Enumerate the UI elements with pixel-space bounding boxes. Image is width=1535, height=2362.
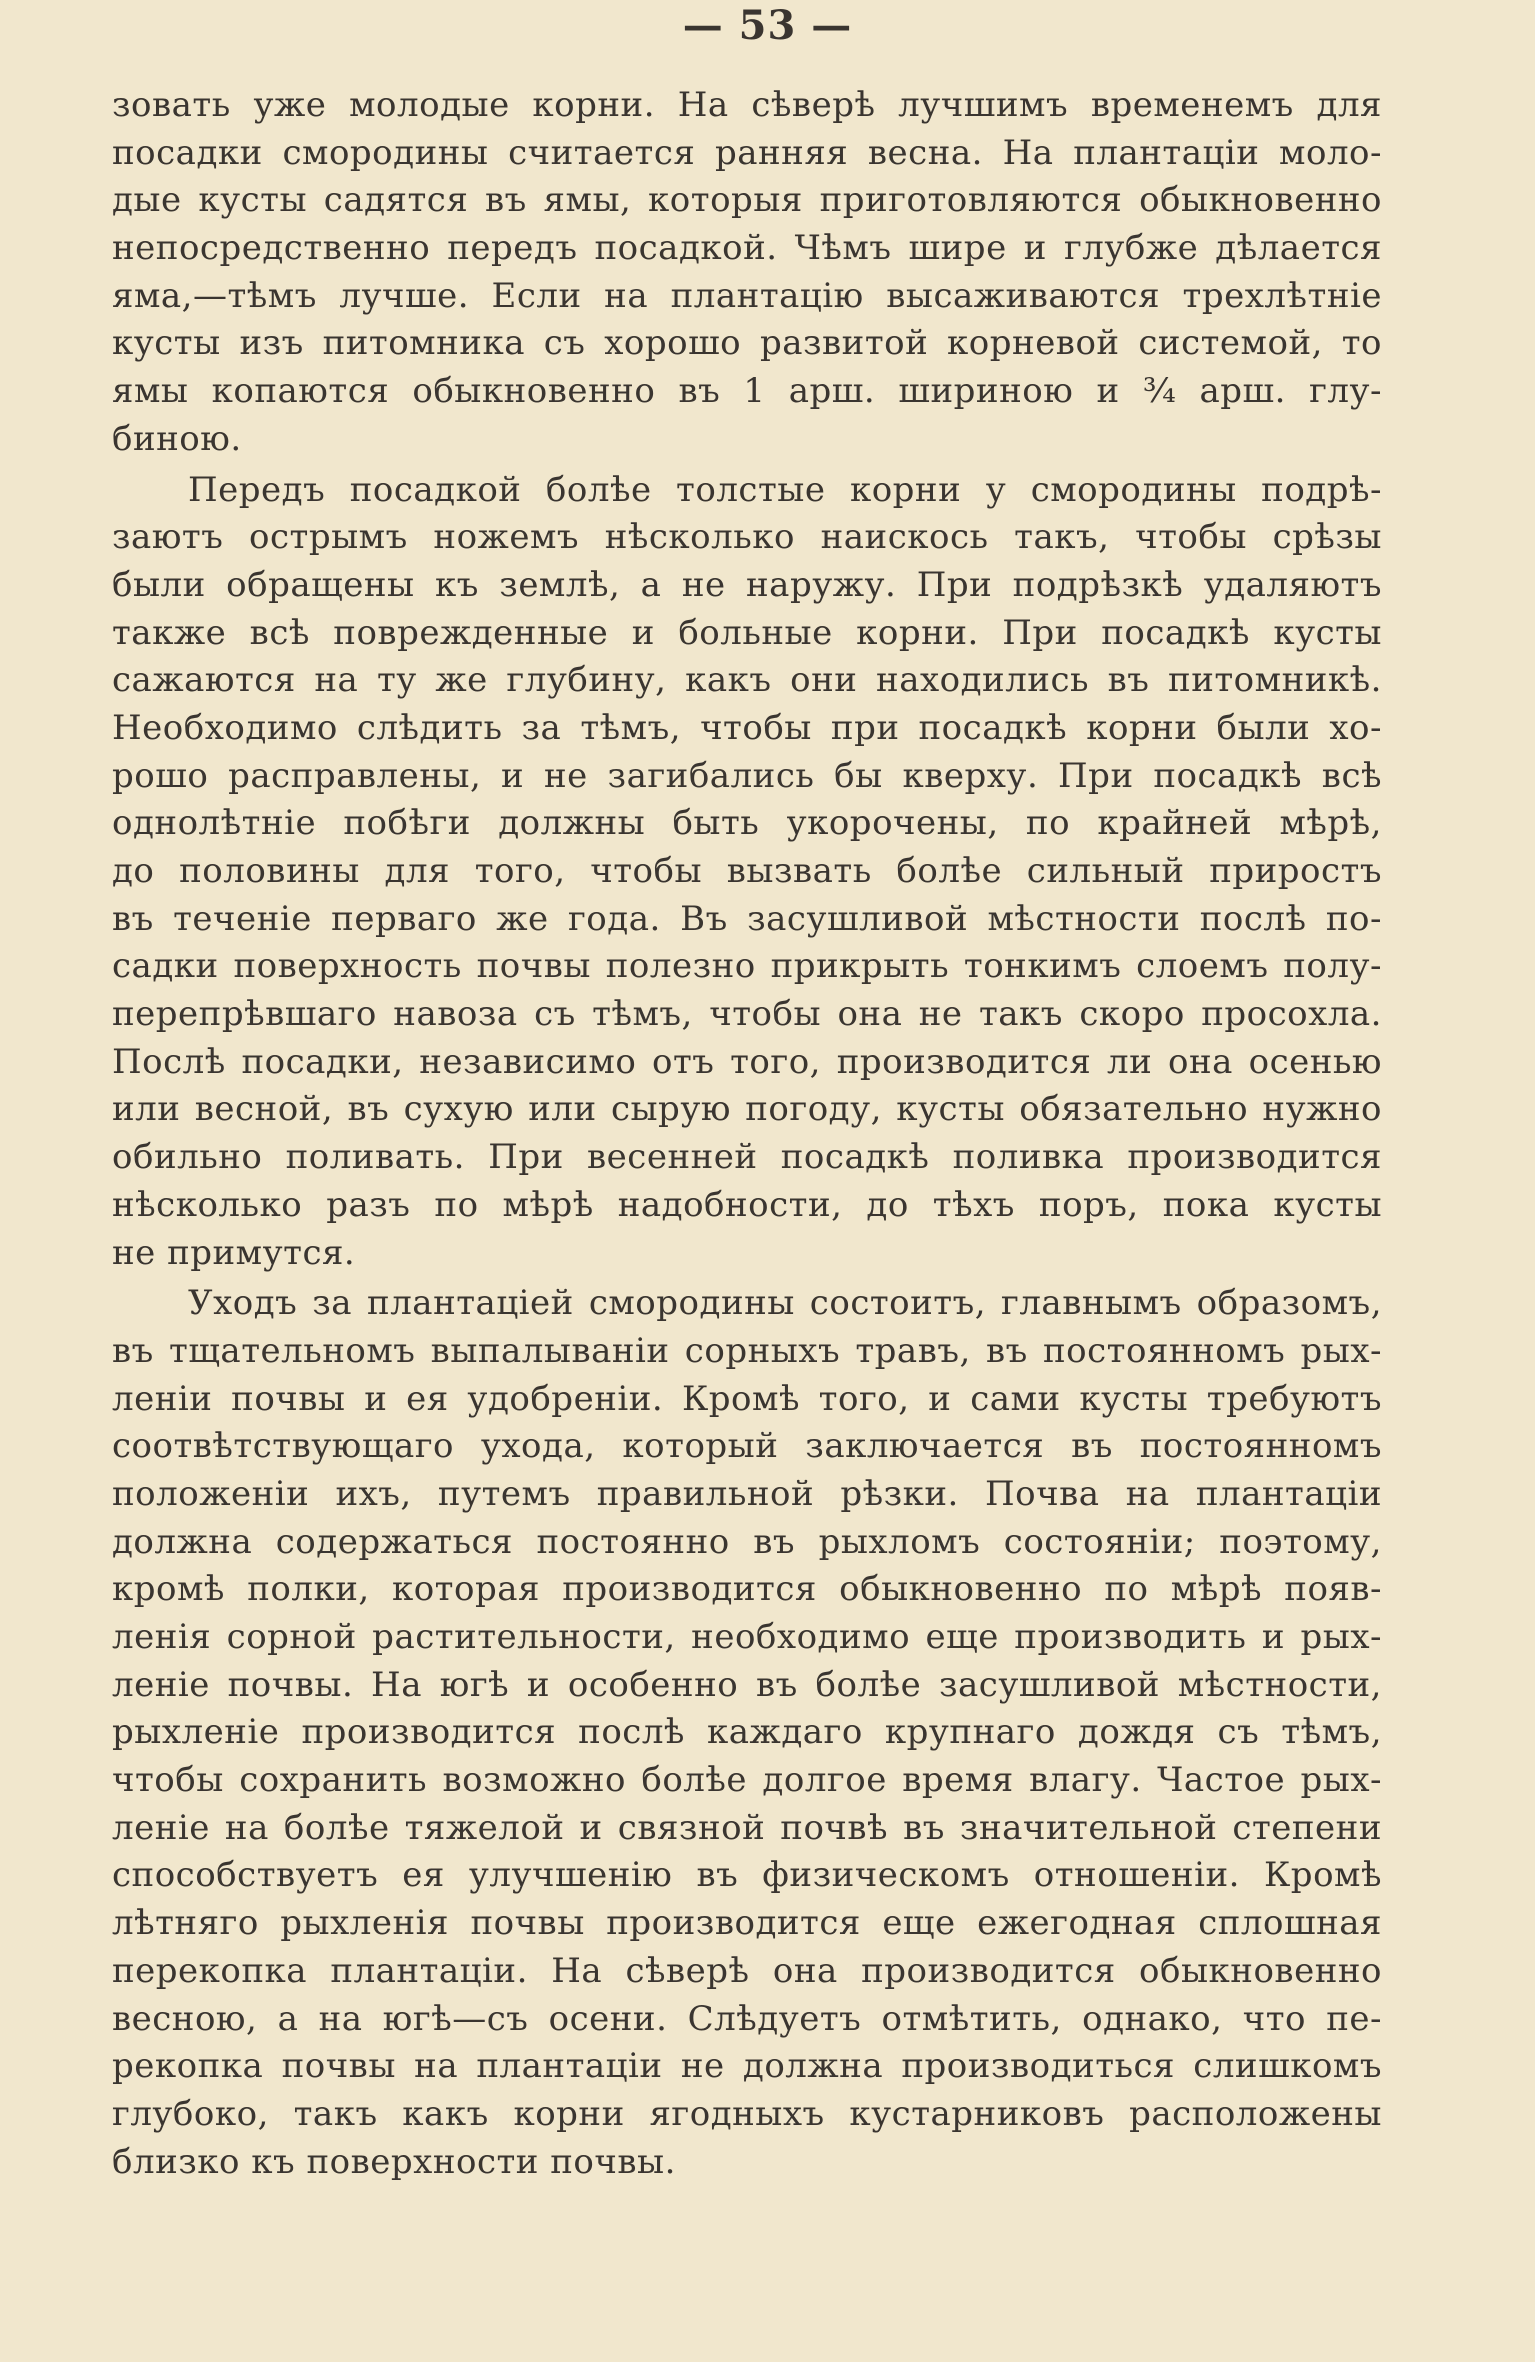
text-line: заютъ острымъ ножемъ нѣсколько наискось такъ, чтобы срѣзы — [112, 517, 1382, 558]
text-line: леніе почвы. На югѣ и особенно въ болѣе засушливой мѣстности, — [112, 1664, 1382, 1705]
text-line: рекопка почвы на плантаціи не должна производиться слишкомъ — [112, 2046, 1382, 2087]
text-line: леніи почвы и ея удобреніи. Кромѣ того, и сами кусты требуютъ — [112, 1378, 1382, 1419]
text-line: кусты изъ питомника съ хорошо развитой корневой системой, то — [112, 323, 1382, 364]
text-line: сажаются на ту же глубину, какъ они находились въ питомникѣ. — [112, 660, 1382, 701]
text-line: лѣтняго рыхленія почвы производится еще ежегодная сплошная — [112, 1903, 1382, 1944]
text-line: глубоко, такъ какъ корни ягодныхъ кустарниковъ расположены — [112, 2093, 1382, 2134]
text-line: ленія сорной растительности, необходимо еще производить и рых- — [112, 1617, 1382, 1657]
text-line: зовать уже молодые корни. На сѣверѣ лучшимъ временемъ для — [112, 85, 1382, 125]
text-line: положеніи ихъ, путемъ правильной рѣзки. Почва на плантаціи — [112, 1473, 1382, 1514]
text-line: Послѣ посадки, независимо отъ того, производится ли она осенью — [112, 1041, 1382, 1082]
text-line: въ тщательномъ выпалываніи сорныхъ травъ, въ постоянномъ рых- — [112, 1330, 1382, 1371]
text-line: перекопка плантаціи. На сѣверѣ она производится обыкновенно — [112, 1950, 1382, 1991]
paragraph-1 — [112, 82, 1382, 464]
text-line: Передъ посадкой болѣе толстые корни у смородины подрѣ- — [188, 469, 1382, 510]
text-line: обильно поливать. При весенней посадкѣ поливка производится — [112, 1137, 1382, 1178]
page-number: — 53 — — [682, 2, 853, 49]
text-line: соотвѣтствующаго ухода, который заключается въ постоянномъ — [112, 1426, 1382, 1467]
text-line: кромѣ полки, которая производится обыкновенно по мѣрѣ появ- — [112, 1569, 1382, 1610]
text-line: способствуетъ ея улучшенію въ физическомъ отношеніи. Кромѣ — [112, 1855, 1382, 1896]
text-line: чтобы сохранить возможно болѣе долгое время влагу. Частое рых- — [112, 1760, 1382, 1801]
text-line: близко къ поверхности почвы. — [112, 2141, 676, 2182]
text-line: биною. — [112, 418, 242, 459]
text-line: рошо расправлены, и не загибались бы кверху. При посадкѣ всѣ — [112, 755, 1382, 796]
text-line: не примутся. — [112, 1232, 356, 1273]
text-line: въ теченіе перваго же года. Въ засушливой мѣстности послѣ по- — [112, 898, 1382, 939]
text-line: леніе на болѣе тяжелой и связной почвѣ въ значительной степени — [112, 1807, 1382, 1848]
text-line: были обращены къ землѣ, а не наружу. При подрѣзкѣ удаляютъ — [112, 564, 1382, 605]
text-line: или весной, въ сухую или сырую погоду, кусты обязательно нужно — [112, 1089, 1382, 1130]
text-line: перепрѣвшаго навоза съ тѣмъ, чтобы она не такъ скоро просохла. — [112, 994, 1382, 1035]
text-line: однолѣтніе побѣги должны быть укорочены, по крайней мѣрѣ, — [112, 803, 1382, 844]
text-line: непосредственно передъ посадкой. Чѣмъ шире и глубже дѣлается — [112, 228, 1382, 269]
text-line: нѣсколько разъ по мѣрѣ надобности, до тѣхъ поръ, пока кусты — [112, 1184, 1382, 1225]
text-line: ямы копаются обыкновенно въ 1 арш. шириною и ¾ арш. глу- — [112, 371, 1382, 412]
paragraph-2 — [112, 467, 1382, 1278]
text-line: должна содержаться постоянно въ рыхломъ состояніи; поэтому, — [112, 1521, 1382, 1562]
text-line: также всѣ поврежденные и больные корни. При посадкѣ кусты — [112, 612, 1382, 653]
text-line: посадки смородины считается ранняя весна. На плантаціи моло- — [112, 132, 1382, 173]
text-line: дые кусты садятся въ ямы, которыя приготовляются обыкновенно — [112, 180, 1382, 221]
body-text — [112, 82, 1382, 2189]
text-line: Необходимо слѣдить за тѣмъ, чтобы при посадкѣ корни были хо- — [112, 707, 1382, 748]
text-line: яма,—тѣмъ лучше. Если на плантацію высаживаются трехлѣтніе — [112, 275, 1382, 316]
text-line: садки поверхность почвы полезно прикрыть тонкимъ слоемъ полу- — [112, 946, 1382, 987]
text-line: до половины для того, чтобы вызвать болѣе сильный приростъ — [112, 851, 1382, 891]
text-line: рыхленіе производится послѣ каждаго крупнаго дождя съ тѣмъ, — [112, 1712, 1382, 1753]
paragraph-3 — [112, 1280, 1382, 2186]
text-line: весною, а на югѣ—съ осени. Слѣдуетъ отмѣтить, однако, что пе- — [112, 1998, 1382, 2039]
text-line: Уходъ за плантаціей смородины состоитъ, главнымъ образомъ, — [188, 1283, 1382, 1324]
